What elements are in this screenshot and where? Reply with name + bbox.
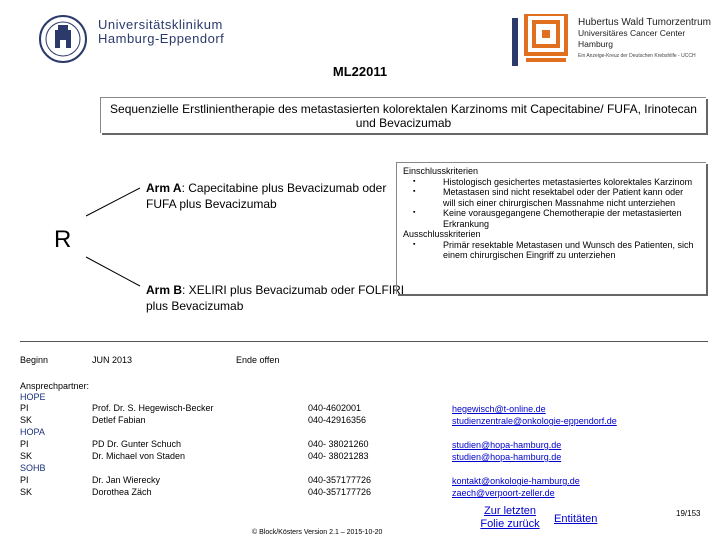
criteria-box [396,162,706,294]
contacts-title: Ansprechpartner: [20,381,90,391]
role-label: PI [20,475,29,485]
uke-name-line2: Hamburg-Eppendorf [98,31,225,46]
group-name: HOPA [20,427,45,437]
inclusion-item: ▪ Histologisch gesichertes metastasiertes kolorektales Karzinom [413,176,693,187]
contact-email-link[interactable]: kontakt@onkologie-hamburg.de [452,476,580,486]
inclusion-item: ▪ Metastasen sind nicht resektabel oder der Patient kann oder will sich einer chirurgischen Massnahme nicht unterziehen [413,187,684,208]
arm-a-name: Arm A [146,181,182,195]
contact-email-link[interactable]: studien@hopa-hamburg.de [452,452,562,462]
uke-name-line1: Universitätsklinikum [98,17,223,32]
inclusion-item: ▪ Keine vorausgegangene Chemotherapie der metastasierten Erkrankung [413,208,682,229]
back-link-line1: Zur letzten [484,505,536,517]
bullet-icon: ▪ [413,240,416,248]
entities-link[interactable]: Entitäten [554,513,598,525]
contact-phone: 040-357177726 [308,475,372,485]
contact-name: Prof. Dr. S. Hegewisch-Becker [92,403,214,413]
study-description-box: Sequenzielle Erstlinientherapie des metastasierten kolorektalen Karzinoms mit Capecitabine/ FUFA, Irinotecan und Bevacizumab [100,97,706,133]
contact-name: Dr. Michael von Staden [92,451,186,461]
bullet-icon: ▪ [413,209,416,216]
randomization-label: R [54,226,72,253]
contact-email-link[interactable]: hegewisch@t-online.de [452,404,546,414]
contact-email-link[interactable]: studien@hopa-hamburg.de [452,440,562,450]
copyright: © Block/Kösters Version 2.1 – 2015-10-20 [252,529,383,536]
contact-phone: 040- 38021260 [308,439,369,449]
exclusion-item: ▪ Primär resektable Metastasen und Wunsch des Patienten, sich einem chirurgischen Eingriff zu unterziehen [413,239,694,260]
contact-email-link[interactable]: studienzentrale@onkologie-eppendorf.de [452,416,617,426]
contact-phone: 040-42916356 [308,415,367,425]
bullet-icon: ▪ [413,188,416,195]
contact-email-link[interactable]: zaech@verpoort-zeller.de [452,488,555,498]
back-link-line2: Folie zurück [480,518,540,530]
page-number: 19/153 [676,509,701,518]
study-title: ML22011 [332,64,388,79]
role-label: SK [20,487,33,497]
exclusion-title: Ausschlusskriterien [403,229,481,239]
role-label: PI [20,403,29,413]
contact-phone: 040-4602001 [308,403,362,413]
contact-name: Dorothea Zäch [92,487,152,497]
hw-name-line2: Universitäres Cancer Center Hamburg [578,28,686,49]
hw-subtitle: Ein Anzeige-Kreuz der Deutschen Krebshilfe - UCCH [578,53,696,59]
contact-name: Dr. Jan Wierecky [92,475,161,485]
arm-b-name: Arm B [146,283,183,297]
group-name: HOPE [20,392,46,402]
bullet-icon: ▪ [413,177,416,185]
arm-a [146,180,406,212]
hw-name-line1: Hubertus Wald Tumorzentrum [578,17,712,28]
arm-b [146,282,406,314]
inclusion-title: Einschlusskriterien [403,166,479,176]
beginn-label: Beginn [20,355,49,365]
role-label: PI [20,439,29,449]
arm-a-text: : Capecitabine plus Bevacizumab oder FUFA plus Bevacizumab [146,181,387,211]
contact-phone: 040- 38021283 [308,451,369,461]
back-link[interactable] [480,505,540,531]
contact-name: PD Dr. Gunter Schuch [92,439,182,449]
divider [20,341,708,342]
arm-b-text: : XELIRI plus Bevacizumab oder FOLFIRI plus Bevacizumab [146,283,405,313]
group-name: SOHB [20,463,46,473]
contact-name: Detlef Fabian [92,415,146,425]
role-label: SK [20,415,33,425]
beginn-value: JUN 2013 [92,355,133,365]
role-label: SK [20,451,33,461]
ende-value: Ende offen [236,355,280,365]
contact-phone: 040-357177726 [308,487,372,497]
